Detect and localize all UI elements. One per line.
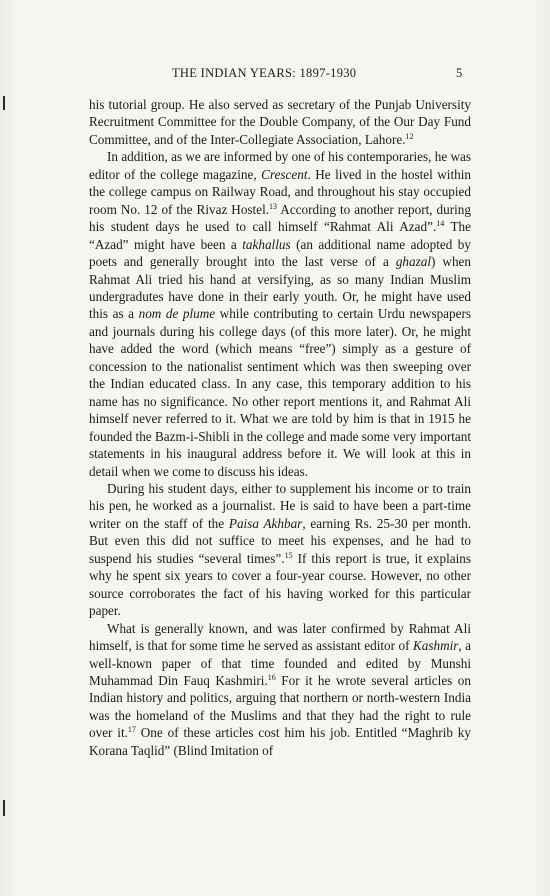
italic-text: ghazal [395,254,431,270]
paragraph [89,148,471,480]
paragraph [89,480,471,620]
left-margin-mark-bottom [3,800,5,816]
text-run: If this report is true, it explains why he spent six years to cover a four-year course. However, no other source corroborates the fact of his having worked for this particular paper. [89,550,471,619]
italic-text: Paisa Akhbar [228,515,303,531]
text-run: while contributing to certain Urdu newspapers and journals during his college days (of this more later). Or, he might have added the word (which means “free”) simply as a gesture of concession to the nationalist sentiment which was then sweeping over the Indian educated class. In any case, this temporary addition to his name has no significance. No other report mentions it, and Rahmat Ali himself never referred to it. What we are told by him is that in 1915 he founded the Bazm-i-Shibli in the college and made some very important statements in his inaugural address before it. We will look at this in detail when we come to discuss his ideas. [89,306,471,479]
footnote-marker: 17 [127,725,136,735]
footnote-marker: 13 [269,201,278,211]
page-number: 5 [456,66,463,80]
text-run: , earning Rs. 25-30 per month. But even this did not suffice to meet his expenses, and he had to suspend his studies “several times”. [89,515,472,566]
running-header-title: THE INDIAN YEARS: 1897-1930 [172,66,357,80]
left-margin-mark-top [3,96,5,110]
footnote-marker: 12 [405,131,414,141]
italic-text: Kashmir [412,638,459,654]
footnote-marker: 16 [267,672,276,682]
italic-text: takhallus [242,236,291,252]
paragraph [89,96,471,148]
footnote-marker: 15 [284,550,293,560]
italic-text: nom de plume [138,306,216,322]
text-run: ) when Rahmat Ali tried his hand at versifying, as so many Indian Muslim undergradutes have done in their early youth. Or, he might have used this as a [89,254,471,322]
text-run: One of these articles cost him his job. Entitled “Maghrib ky Korana Taqlid” (Blind Imitation of [89,725,471,758]
text-run: In addition, as we are informed by one of his contemporaries, he was editor of the college magazine, [89,149,472,182]
text-run: (an additional name adopted by poets and generally brought into the last verse of a [89,236,471,270]
text-run: What is generally known, and was later confirmed by Rahmat Ali himself, is that for some time he served as assistant editor of [89,620,471,654]
text-run: . He lived in the hostel within the college campus on Railway Road, and throughout his stay occupied room No. 12 of the Rivaz Hostel. [89,166,471,217]
text-run: , a well-known paper of that time founded and edited by Munshi Muhammad Din Fauq Kashmiri. [89,638,472,688]
footnote-marker: 14 [436,219,445,229]
text-run: For it he wrote several articles on Indian history and politics, arguing that northern or north-western India was the homeland of the Muslims and that they had the right to rule over it. [89,672,471,741]
body-text [89,96,471,759]
text-run: According to another report, during his student days he used to call himself “Rahmat Ali Azad”. [89,201,471,235]
text-run: The “Azad” might have been a [89,219,472,252]
italic-text: Crescent [261,166,308,182]
text-run: his tutorial group. He also served as secretary of the Punjab University Recruitment Committee for the Double Company, of the Our Day Fund Committee, and of the Inter-Collegiate Association, Lahore. [89,97,471,147]
text-run: During his student days, either to supplement his income or to train his pen, he worked as a journalist. He is said to have been a part-time writer on the staff of the [89,480,471,531]
paragraph [89,620,471,760]
